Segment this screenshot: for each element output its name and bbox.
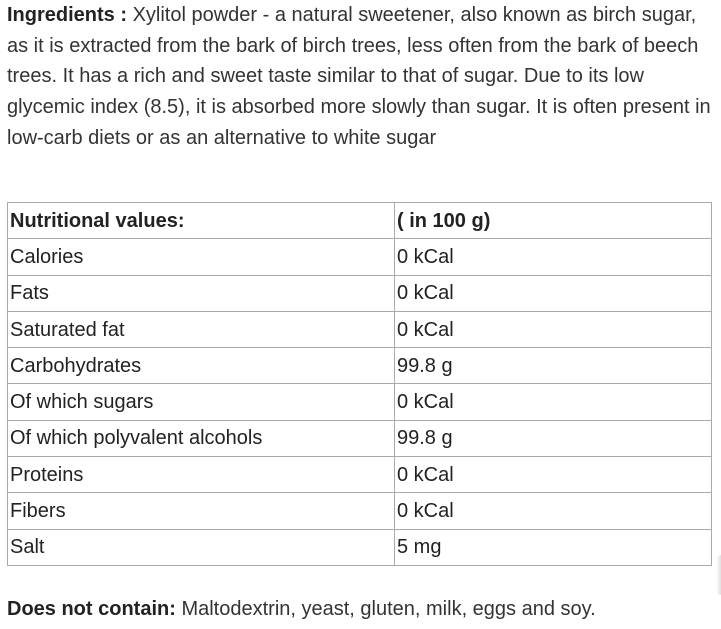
ingredients-paragraph — [7, 0, 717, 154]
does-not-contain-text: Maltodextrin, yeast, gluten, milk, eggs and soy. — [175, 598, 596, 620]
nutrient-value: 99.8 g — [395, 348, 712, 384]
edge-shadow — [716, 555, 721, 595]
table-row — [8, 529, 712, 565]
does-not-contain-paragraph — [7, 594, 596, 624]
nutrient-value: 0 kCal — [395, 384, 712, 420]
nutrient-value: 0 kCal — [395, 311, 712, 347]
nutrition-header-value: ( in 100 g) — [395, 203, 712, 239]
table-row — [8, 275, 712, 311]
table-row — [8, 311, 712, 347]
table-row — [8, 384, 712, 420]
nutrient-name: Of which sugars — [8, 384, 395, 420]
nutrient-value: 0 kCal — [395, 275, 712, 311]
nutrient-value: 5 mg — [395, 529, 712, 565]
nutrient-name: Salt — [8, 529, 395, 565]
nutrient-name: Saturated fat — [8, 311, 395, 347]
nutrient-value: 0 kCal — [395, 457, 712, 493]
nutrient-name: Carbohydrates — [8, 348, 395, 384]
nutrient-name: Calories — [8, 239, 395, 275]
table-row — [8, 348, 712, 384]
table-row — [8, 493, 712, 529]
ingredients-label: Ingredients : — [7, 4, 128, 26]
ingredients-text: Xylitol powder - a natural sweetener, also known as birch sugar, as it is extracted from the bark of birch trees, less often from the bark of beech trees. It has a rich and sweet taste similar to that of sugar. Due to its low glycemic index (8.5), it is absorbed more slowly than sugar. It is often present in low-carb diets or as an alternative to white sugar — [7, 4, 711, 149]
nutrition-header-name: Nutritional values: — [8, 203, 395, 239]
nutrient-name: Fibers — [8, 493, 395, 529]
table-row — [8, 420, 712, 456]
nutrient-value: 99.8 g — [395, 420, 712, 456]
nutrient-name: Proteins — [8, 457, 395, 493]
does-not-contain-label: Does not contain: — [7, 598, 176, 620]
nutrient-value: 0 kCal — [395, 493, 712, 529]
nutrition-header-row — [8, 203, 712, 239]
table-row — [8, 239, 712, 275]
nutrition-table — [7, 202, 712, 566]
nutrient-name: Fats — [8, 275, 395, 311]
nutrient-value: 0 kCal — [395, 239, 712, 275]
nutrient-name: Of which polyvalent alcohols — [8, 420, 395, 456]
table-row — [8, 457, 712, 493]
